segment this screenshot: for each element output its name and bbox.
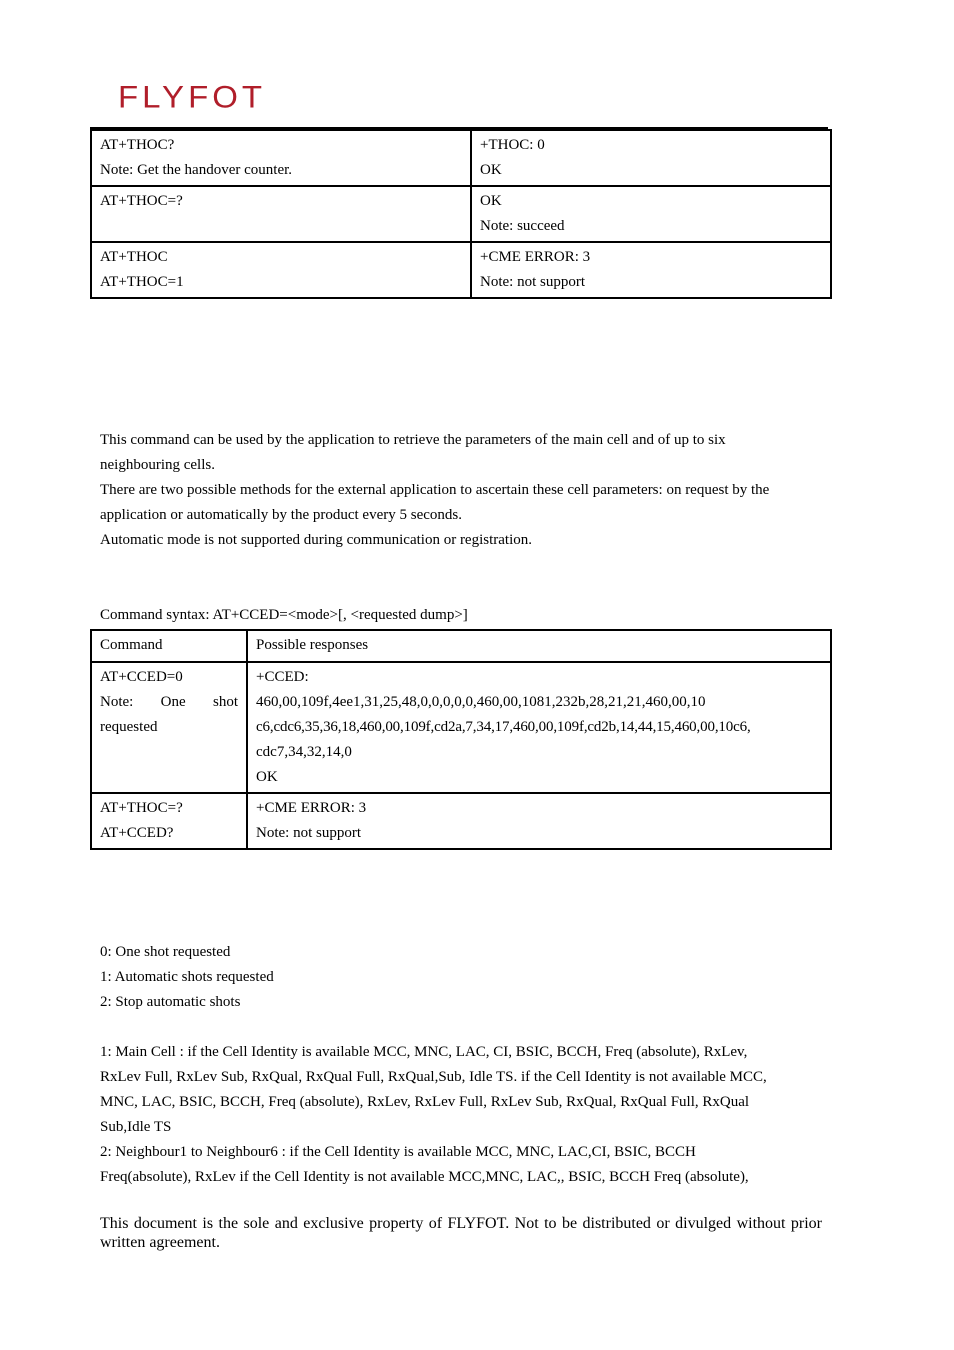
table-cell (91, 242, 471, 298)
header-command: Command (91, 630, 247, 662)
thoc-table (90, 129, 832, 299)
table-cell (247, 793, 831, 849)
cell-text: Note: succeed (480, 218, 565, 234)
mode-value-line: 0: One shot requested (100, 944, 231, 960)
mode-value-line: 2: Stop automatic shots (100, 994, 241, 1010)
table-cell (471, 186, 831, 242)
cell-text: 460,00,109f,4ee1,31,25,48,0,0,0,0,0,460,00,1081,232b,28,21,21,460,00,10 (256, 694, 706, 710)
table-row (91, 186, 831, 242)
cell-text: AT+THOC=? (100, 193, 183, 209)
note-word: Note: (100, 694, 134, 710)
description-line: Automatic mode is not supported during communication or registration. (100, 532, 533, 548)
table-row (91, 242, 831, 298)
dump-values (100, 1040, 822, 1190)
note-line (100, 690, 238, 715)
description-paragraph (100, 428, 822, 553)
description-line: There are two possible methods for the external application to ascertain these cell parameters: on request by the (100, 482, 770, 498)
mode-value-line: 1: Automatic shots requested (100, 969, 274, 985)
description-line: application or automatically by the product every 5 seconds. (100, 507, 462, 523)
cell-text: requested (100, 719, 158, 735)
header-responses: Possible responses (247, 630, 831, 662)
cell-text: AT+THOC=1 (100, 274, 184, 290)
cell-text: OK (480, 162, 502, 178)
cell-text: +CCED: (256, 669, 309, 685)
table-cell (91, 662, 247, 793)
cell-text: +CME ERROR: 3 (480, 249, 591, 265)
cell-text: Note: not support (480, 274, 585, 290)
cell-text: AT+CCED=0 (100, 669, 183, 685)
cell-text: AT+THOC? (100, 137, 175, 153)
cell-text: AT+THOC=? (100, 800, 183, 816)
cell-text: Note: Get the handover counter. (100, 162, 293, 178)
table-cell (247, 662, 831, 793)
cell-text: OK (256, 769, 278, 785)
dump-value-line: 2: Neighbour1 to Neighbour6 : if the Cell Identity is available MCC, MNC, LAC,CI, BSIC, BCCH (100, 1144, 696, 1160)
footer-notice: This document is the sole and exclusive property of FLYFOT. Not to be distributed or divulged without prior written agreement. (100, 1215, 822, 1251)
cell-text: +THOC: 0 (480, 137, 545, 153)
cell-text: OK (480, 193, 502, 209)
dump-value-line: MNC, LAC, BSIC, BCCH, Freq (absolute), RxLev, RxLev Full, RxLev Sub, RxQual, RxQual Full, RxQual (100, 1094, 750, 1110)
description-line: neighbouring cells. (100, 457, 215, 473)
table-row (91, 662, 831, 793)
description-line: This command can be used by the application to retrieve the parameters of the main cell and of up to six (100, 432, 726, 448)
table-cell (91, 793, 247, 849)
dump-value-line: Sub,Idle TS (100, 1119, 172, 1135)
cell-text: Note: not support (256, 825, 361, 841)
table-row (91, 793, 831, 849)
table-cell (471, 130, 831, 186)
cell-text: c6,cdc6,35,36,18,460,00,109f,cd2a,7,34,17,460,00,109f,cd2b,14,44,15,460,00,10c6, (256, 719, 751, 735)
table-cell (91, 186, 471, 242)
table-cell (91, 130, 471, 186)
cell-text: cdc7,34,32,14,0 (256, 744, 352, 760)
cell-text: AT+CCED? (100, 825, 174, 841)
cced-table (90, 629, 832, 850)
table-header-row (91, 630, 831, 662)
cell-text: +CME ERROR: 3 (256, 800, 367, 816)
command-syntax: Command syntax: AT+CCED=<mode>[, <requested dump>] (100, 607, 468, 623)
dump-value-line: Freq(absolute), RxLev if the Cell Identity is not available MCC,MNC, LAC,, BSIC, BCCH Freq (absolute), (100, 1169, 749, 1185)
dump-value-line: 1: Main Cell : if the Cell Identity is available MCC, MNC, LAC, CI, BSIC, BCCH, Freq (absolute), RxLev, (100, 1044, 748, 1060)
table-row (91, 130, 831, 186)
dump-value-line: RxLev Full, RxLev Sub, RxQual, RxQual Full, RxQual,Sub, Idle TS. if the Cell Identity is not available MCC, (100, 1069, 767, 1085)
note-word: One (160, 694, 186, 710)
mode-values (100, 940, 822, 1015)
table-cell (471, 242, 831, 298)
flyfot-logo: FLYFOT (118, 78, 267, 115)
cell-text: AT+THOC (100, 249, 168, 265)
note-word: shot (212, 694, 238, 710)
